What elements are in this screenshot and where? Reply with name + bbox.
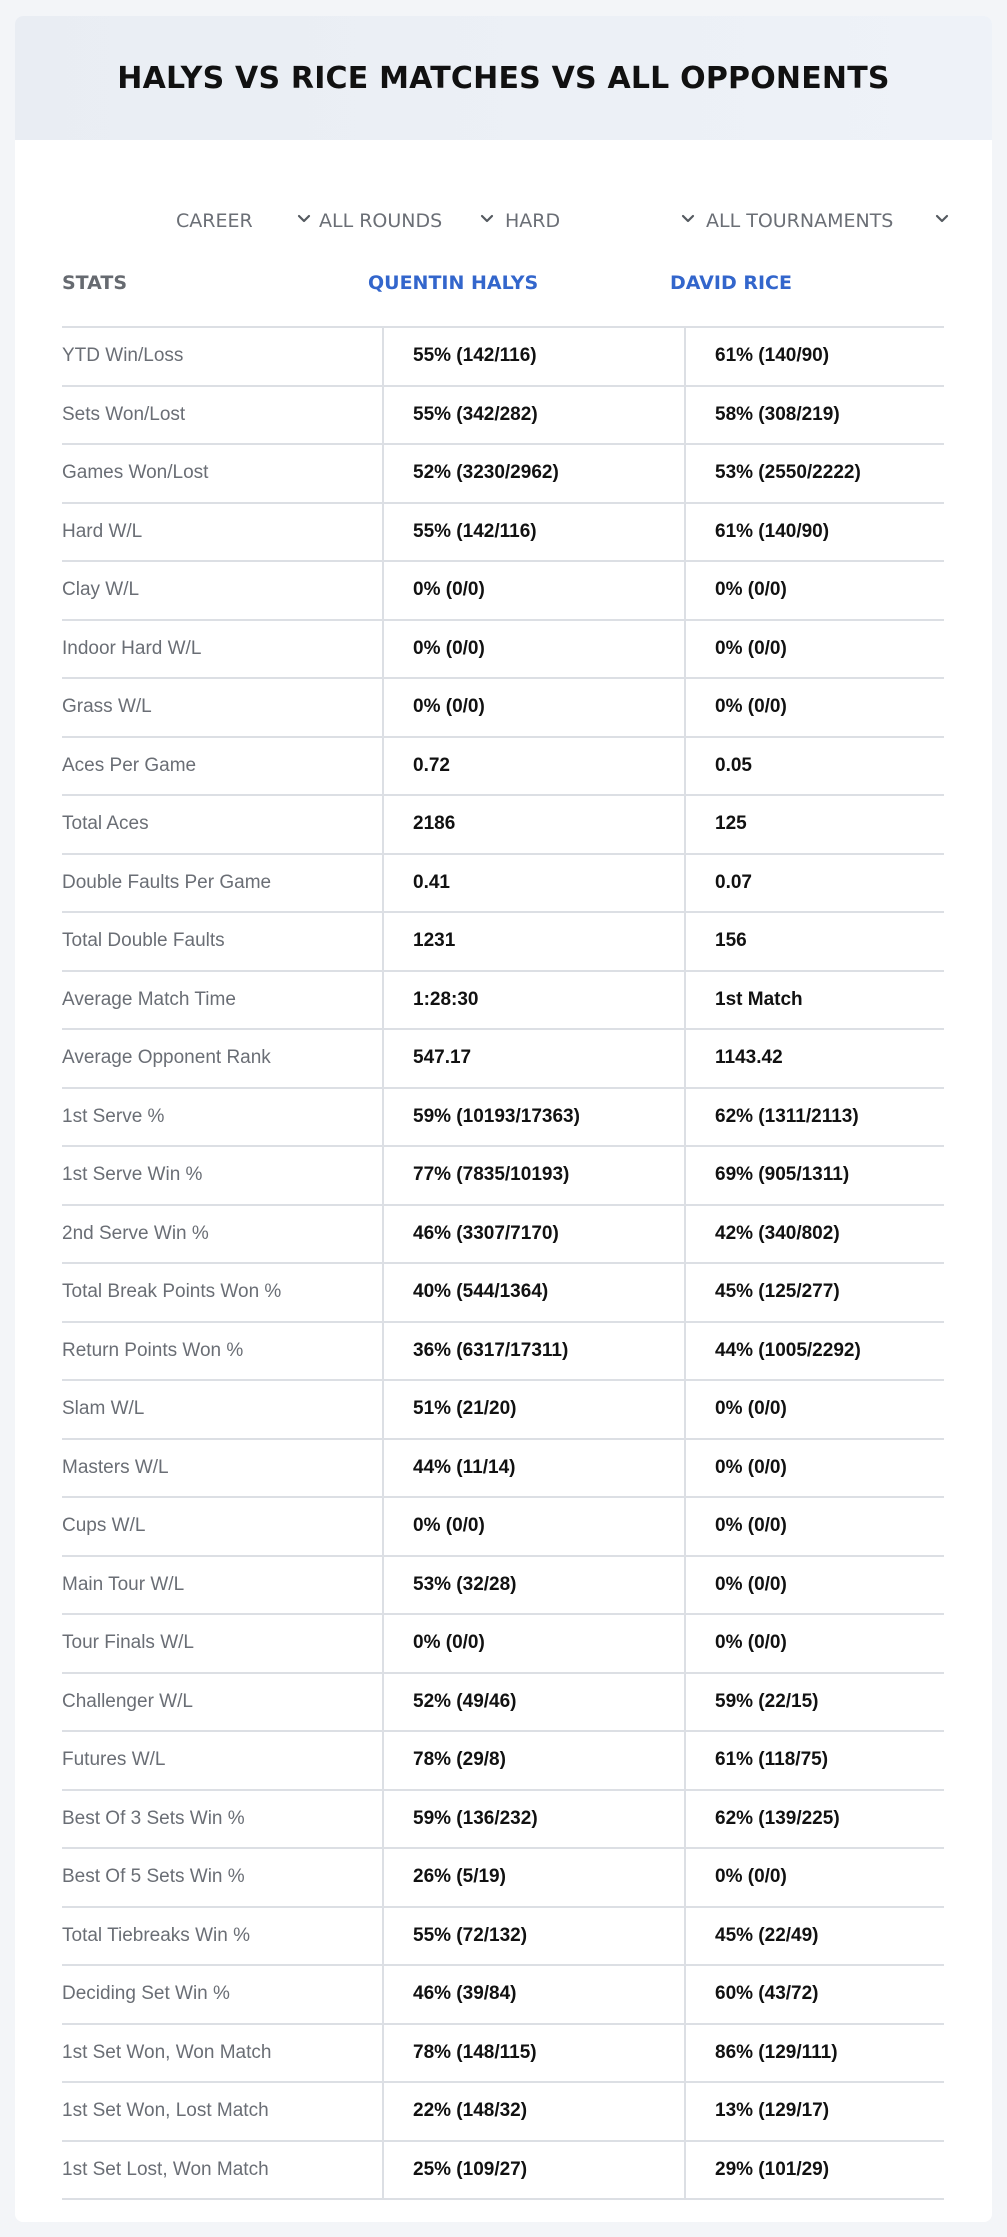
player1-value: 40% (544/1364)	[413, 1281, 549, 1303]
stat-label: YTD Win/Loss	[62, 345, 184, 367]
table-row	[62, 387, 944, 446]
stat-label: Main Tour W/L	[62, 1573, 185, 1595]
stat-label: Aces Per Game	[62, 754, 197, 776]
table-row	[62, 2025, 944, 2084]
player1-value: 0% (0/0)	[413, 637, 485, 659]
chevron-down-icon	[679, 210, 697, 228]
stat-label: Average Opponent Rank	[62, 1047, 271, 1069]
player2-value: 44% (1005/2292)	[715, 1339, 861, 1361]
stat-label: Sets Won/Lost	[62, 403, 186, 425]
player2-value: 156	[715, 930, 747, 952]
stat-label: 1st Serve %	[62, 1105, 165, 1127]
player2-value: 0% (0/0)	[715, 579, 787, 601]
table-row	[62, 1206, 944, 1265]
player1-value: 52% (3230/2962)	[413, 462, 559, 484]
table-row	[62, 562, 944, 621]
table-row	[62, 738, 944, 797]
player1-value: 36% (6317/17311)	[413, 1339, 569, 1361]
player1-value: 52% (49/46)	[413, 1690, 517, 1712]
player2-value: 0% (0/0)	[715, 696, 787, 718]
table-row	[62, 1732, 944, 1791]
stat-label: 1st Set Won, Won Match	[62, 2041, 272, 2063]
stat-label: Indoor Hard W/L	[62, 637, 202, 659]
player2-value: 0.05	[715, 754, 752, 776]
period-select-label: CAREER	[176, 210, 253, 232]
player1-value: 0% (0/0)	[413, 1515, 485, 1537]
chevron-down-icon	[295, 210, 313, 228]
stat-label: Double Faults Per Game	[62, 871, 272, 893]
player1-value: 0% (0/0)	[413, 1632, 485, 1654]
player1-value: 26% (5/19)	[413, 1866, 506, 1888]
player1-value: 51% (21/20)	[413, 1398, 517, 1420]
player1-value: 0.41	[413, 871, 450, 893]
player2-value: 42% (340/802)	[715, 1222, 840, 1244]
player2-value: 13% (129/17)	[715, 2100, 830, 2122]
table-row	[62, 1498, 944, 1557]
stat-label: Average Match Time	[62, 988, 236, 1010]
player2-value: 1143.42	[715, 1047, 783, 1069]
table-row	[62, 2083, 944, 2142]
player1-value: 46% (3307/7170)	[413, 1222, 559, 1244]
player2-value: 61% (118/75)	[715, 1749, 829, 1771]
page-title: HALYS VS RICE MATCHES VS ALL OPPONENTS	[117, 60, 890, 96]
table-row	[62, 1089, 944, 1148]
table-row	[62, 445, 944, 504]
player2-value: 0% (0/0)	[715, 637, 787, 659]
player1-value: 59% (136/232)	[413, 1807, 538, 1829]
table-row	[62, 328, 944, 387]
stat-label: Total Tiebreaks Win %	[62, 1924, 250, 1946]
player2-value: 69% (905/1311)	[715, 1164, 850, 1186]
stat-label: Challenger W/L	[62, 1690, 193, 1712]
player2-value: 61% (140/90)	[715, 345, 830, 367]
player2-value: 61% (140/90)	[715, 520, 830, 542]
stat-label: Slam W/L	[62, 1398, 145, 1420]
table-row	[62, 504, 944, 563]
stats-table	[62, 246, 944, 2200]
column-divider	[684, 328, 686, 2200]
chevron-down-icon	[933, 210, 951, 228]
player1-value: 44% (11/14)	[413, 1456, 516, 1478]
player1-value: 547.17	[413, 1047, 472, 1069]
player1-value: 59% (10193/17363)	[413, 1105, 580, 1127]
player1-value: 22% (148/32)	[413, 2100, 528, 2122]
round-select-label: ALL ROUNDS	[319, 210, 443, 232]
stat-label: Tour Finals W/L	[62, 1632, 194, 1654]
table-row	[62, 1849, 944, 1908]
player2-value: 58% (308/219)	[715, 403, 840, 425]
player1-value: 0% (0/0)	[413, 579, 485, 601]
table-row	[62, 679, 944, 738]
player1-value: 55% (342/282)	[413, 403, 538, 425]
stats-card	[15, 16, 992, 2222]
surface-select[interactable]	[505, 196, 560, 246]
stat-label: Masters W/L	[62, 1456, 169, 1478]
player2-value: 0% (0/0)	[715, 1398, 787, 1420]
stat-label: Cups W/L	[62, 1515, 146, 1537]
table-row	[62, 1908, 944, 1967]
table-row	[62, 1674, 944, 1733]
player1-value: 77% (7835/10193)	[413, 1164, 570, 1186]
player2-value: 45% (22/49)	[715, 1924, 819, 1946]
player1-value: 53% (32/28)	[413, 1573, 517, 1595]
stat-label: Total Double Faults	[62, 930, 225, 952]
stat-label: 1st Set Won, Lost Match	[62, 2100, 269, 2122]
column-header-player1[interactable]: QUENTIN HALYS	[368, 272, 539, 294]
player1-value: 46% (39/84)	[413, 1983, 517, 2005]
player1-value: 78% (148/115)	[413, 2041, 537, 2063]
player1-value: 55% (142/116)	[413, 520, 537, 542]
period-select[interactable]	[176, 196, 253, 246]
table-row	[62, 1557, 944, 1616]
table-header	[62, 246, 944, 328]
player2-value: 0% (0/0)	[715, 1632, 787, 1654]
player1-value: 55% (142/116)	[413, 345, 537, 367]
player2-value: 0% (0/0)	[715, 1573, 787, 1595]
table-body	[62, 328, 944, 2200]
stat-label: Total Aces	[62, 813, 149, 835]
player2-value: 60% (43/72)	[715, 1983, 819, 2005]
column-divider	[382, 328, 384, 2200]
surface-select-label: HARD	[505, 210, 561, 232]
player2-value: 0% (0/0)	[715, 1866, 787, 1888]
table-row	[62, 1966, 944, 2025]
player2-value: 0.07	[715, 871, 752, 893]
stat-label: 1st Set Lost, Won Match	[62, 2158, 269, 2180]
column-header-stats: STATS	[62, 272, 128, 294]
chevron-down-icon	[478, 210, 496, 228]
player2-value: 29% (101/29)	[715, 2158, 830, 2180]
stat-label: Best Of 5 Sets Win %	[62, 1866, 245, 1888]
stat-label: Return Points Won %	[62, 1339, 244, 1361]
table-row	[62, 1440, 944, 1499]
player1-value: 2186	[413, 813, 456, 835]
stat-label: Grass W/L	[62, 696, 152, 718]
table-row	[62, 1615, 944, 1674]
stat-label: Games Won/Lost	[62, 462, 209, 484]
player2-value: 125	[715, 813, 747, 835]
player2-value: 62% (139/225)	[715, 1807, 840, 1829]
player2-value: 0% (0/0)	[715, 1456, 787, 1478]
stat-label: 2nd Serve Win %	[62, 1222, 209, 1244]
table-row	[62, 1791, 944, 1850]
player2-value: 59% (22/15)	[715, 1690, 819, 1712]
player1-value: 0% (0/0)	[413, 696, 485, 718]
player1-value: 1:28:30	[413, 988, 479, 1010]
player1-value: 0.72	[413, 754, 450, 776]
player1-value: 25% (109/27)	[413, 2158, 528, 2180]
table-row	[62, 2142, 944, 2201]
page-header	[15, 16, 992, 140]
player1-value: 78% (29/8)	[413, 1749, 506, 1771]
stat-label: Futures W/L	[62, 1749, 166, 1771]
table-row	[62, 855, 944, 914]
table-row	[62, 621, 944, 680]
tournament-select[interactable]	[706, 196, 893, 246]
player2-value: 1st Match	[715, 988, 803, 1010]
table-row	[62, 1264, 944, 1323]
stat-label: 1st Serve Win %	[62, 1164, 203, 1186]
column-header-player2[interactable]: DAVID RICE	[670, 272, 792, 294]
round-select[interactable]	[319, 196, 442, 246]
player2-value: 62% (1311/2113)	[715, 1105, 859, 1127]
stat-label: Clay W/L	[62, 579, 140, 601]
table-row	[62, 972, 944, 1031]
table-row	[62, 1323, 944, 1382]
player1-value: 55% (72/132)	[413, 1924, 528, 1946]
player2-value: 45% (125/277)	[715, 1281, 840, 1303]
stat-label: Total Break Points Won %	[62, 1281, 282, 1303]
stat-label: Best Of 3 Sets Win %	[62, 1807, 245, 1829]
table-row	[62, 1030, 944, 1089]
stat-label: Hard W/L	[62, 520, 143, 542]
table-row	[62, 1381, 944, 1440]
player2-value: 86% (129/111)	[715, 2041, 838, 2063]
player2-value: 53% (2550/2222)	[715, 462, 861, 484]
stat-label: Deciding Set Win %	[62, 1983, 230, 2005]
player1-value: 1231	[413, 930, 456, 952]
table-row	[62, 1147, 944, 1206]
player2-value: 0% (0/0)	[715, 1515, 787, 1537]
tournament-select-label: ALL TOURNAMENTS	[706, 210, 894, 232]
table-row	[62, 796, 944, 855]
filter-bar	[15, 196, 992, 246]
table-row	[62, 913, 944, 972]
